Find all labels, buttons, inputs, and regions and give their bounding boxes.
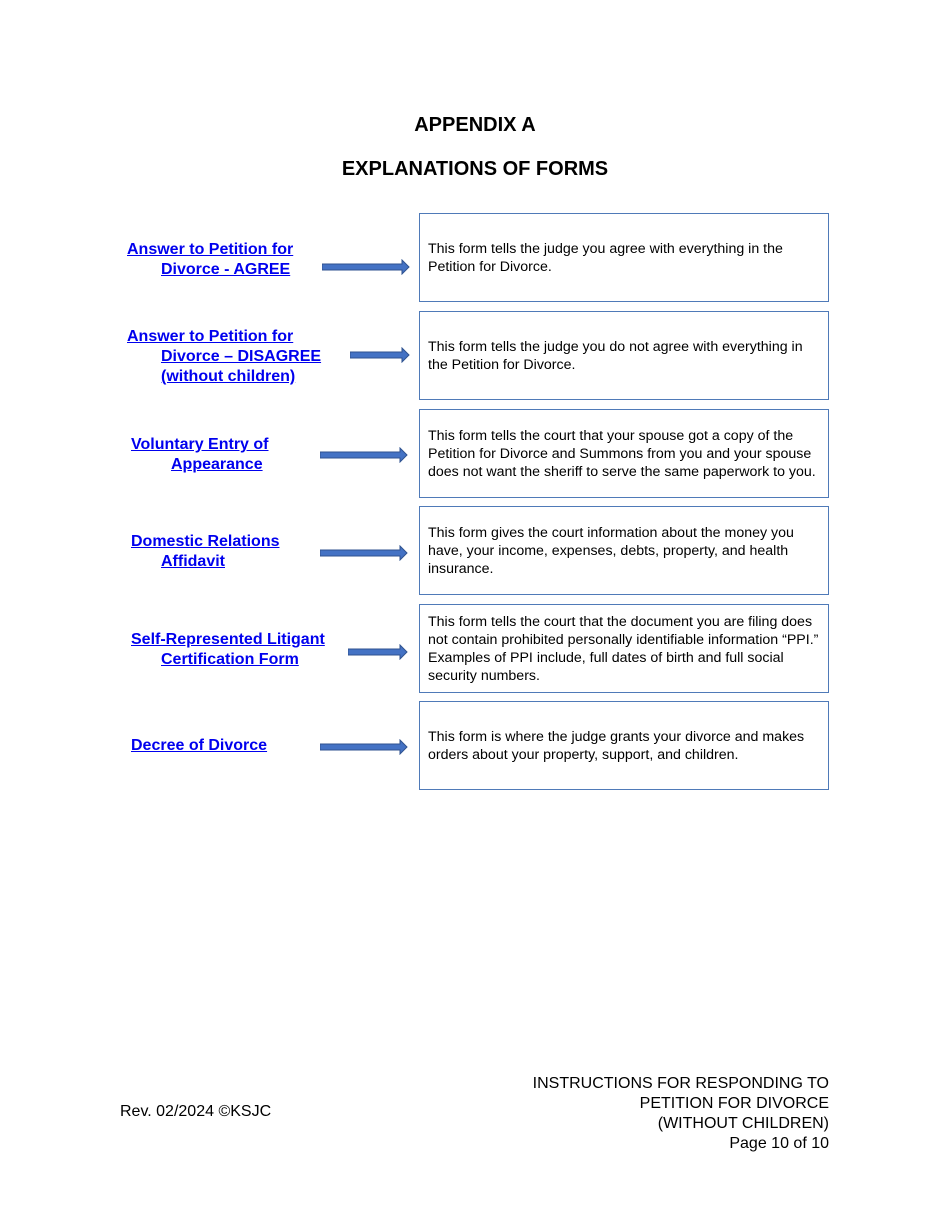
form-description: This form gives the court information about the money you have, your income, expenses, debts, property, and health insurance. — [428, 524, 794, 577]
appendix-title: APPENDIX A — [414, 114, 536, 136]
link-domestic-relations-affidavit[interactable] — [131, 532, 279, 572]
link-answer-disagree[interactable] — [127, 327, 321, 387]
link-line: Divorce – DISAGREE — [161, 348, 322, 365]
link-line: Appearance — [171, 456, 263, 473]
form-description: This form tells the court that your spouse got a copy of the Petition for Divorce and Summons from you and your spouse does not want the sheriff to serve the same paperwork to you. — [428, 427, 816, 480]
link-line: Divorce - AGREE — [161, 261, 291, 278]
footer-title-line: PETITION FOR DIVORCE — [639, 1095, 829, 1112]
form-description: This form tells the judge you agree with everything in the Petition for Divorce. — [428, 240, 783, 275]
link-line: Answer to Petition for — [127, 328, 294, 345]
arrow-right-icon — [322, 259, 410, 275]
link-line: (without children) — [161, 368, 296, 385]
page-number: Page 10 of 10 — [729, 1135, 829, 1152]
arrow-right-icon — [350, 347, 410, 363]
link-voluntary-entry[interactable] — [131, 435, 269, 475]
page-subtitle: EXPLANATIONS OF FORMS — [341, 158, 609, 180]
arrow-right-icon — [348, 644, 408, 660]
link-line: Decree of Divorce — [131, 737, 268, 754]
link-line: Affidavit — [161, 553, 225, 570]
link-line: Answer to Petition for — [127, 241, 294, 258]
form-description-box — [419, 409, 829, 498]
link-line: Certification Form — [161, 651, 299, 668]
link-line: Voluntary Entry of — [131, 436, 269, 453]
link-line: Domestic Relations — [131, 533, 280, 550]
form-description-box — [419, 701, 829, 790]
arrow-right-icon — [320, 447, 408, 463]
link-answer-agree[interactable] — [127, 240, 293, 280]
form-description: This form tells the judge you do not agree with everything in the Petition for Divorce. — [428, 338, 803, 373]
arrow-right-icon — [320, 739, 408, 755]
form-description: This form is where the judge grants your divorce and makes orders about your property, support, and children. — [428, 728, 805, 763]
footer-title-line: (WITHOUT CHILDREN) — [657, 1115, 829, 1132]
form-description: This form tells the court that the document you are filing does not contain prohibited personally identifiable information “PPI.” Examples of PPI include, full dates of birth and full social security numbers. — [428, 613, 819, 684]
link-decree-of-divorce[interactable] — [131, 736, 267, 756]
arrow-right-icon — [320, 545, 408, 561]
footer-title-line: INSTRUCTIONS FOR RESPONDING TO — [532, 1075, 829, 1092]
form-description-box — [419, 311, 829, 400]
link-srl-certification[interactable] — [127, 630, 325, 670]
document-footer — [533, 1074, 829, 1154]
link-line: Self-Represented Litigant — [131, 631, 325, 648]
form-description-box — [419, 506, 829, 595]
form-description-box — [419, 604, 829, 693]
form-description-box — [419, 213, 829, 302]
revision-note: Rev. 02/2024 ©KSJC — [120, 1103, 272, 1120]
